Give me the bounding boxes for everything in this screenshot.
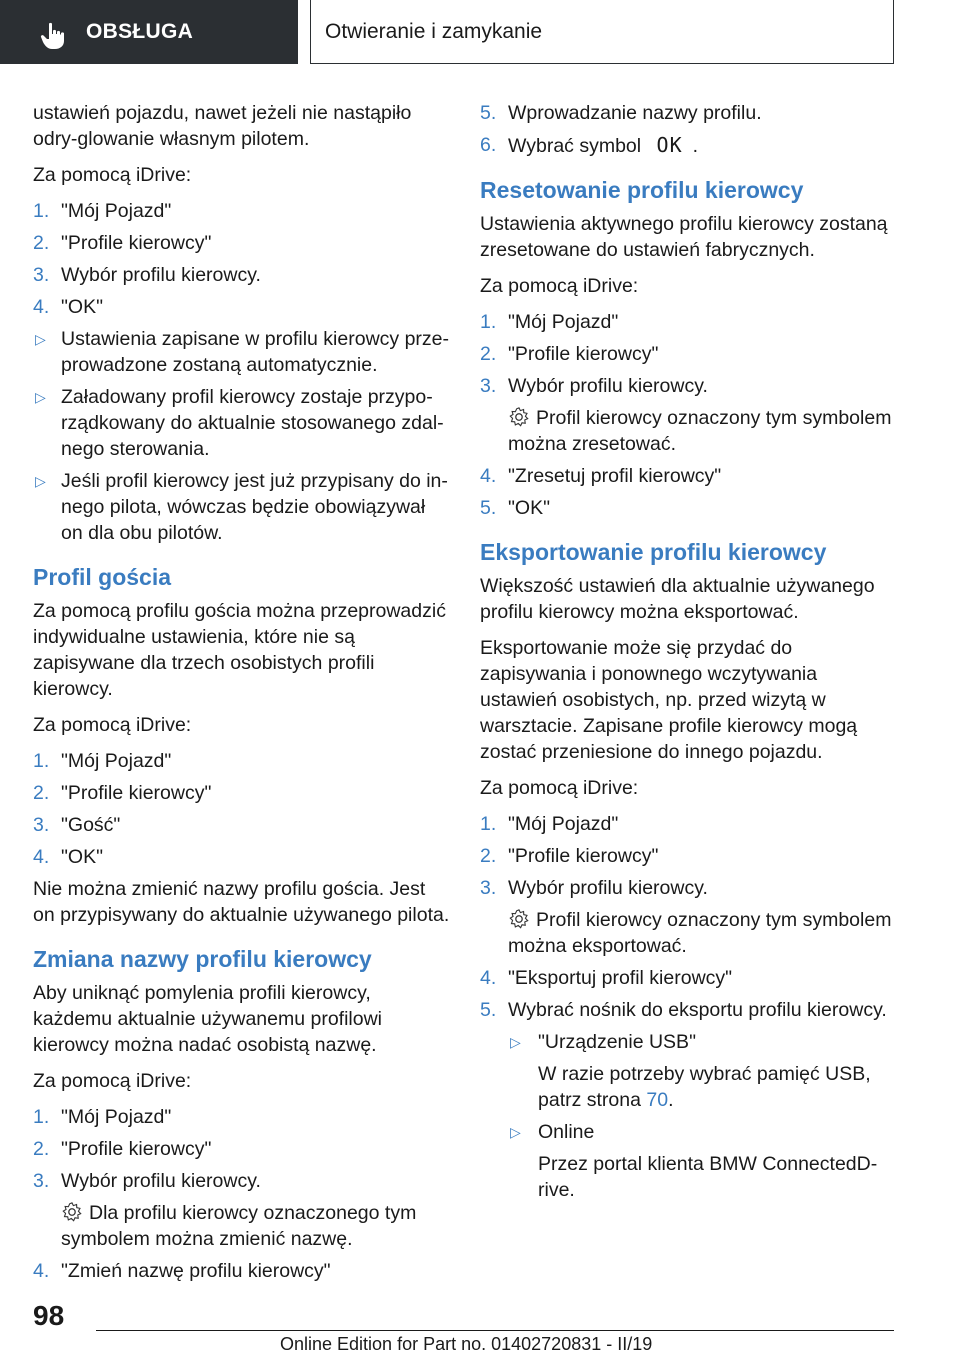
- list-item: 1. "Mój Pojazd": [33, 200, 172, 222]
- list-item: 1. "Mój Pojazd": [480, 311, 619, 333]
- triangle-bullet-icon: ▷: [510, 1034, 521, 1050]
- gear-icon: [508, 406, 530, 428]
- list-item: 1. "Mój Pojazd": [33, 1106, 172, 1128]
- idrive-label: Za pomocą iDrive:: [480, 777, 639, 799]
- list-item: 5. "OK": [480, 497, 551, 519]
- list-item: 4. "Zresetuj profil kierowcy": [480, 465, 722, 487]
- right-column: [480, 100, 898, 1209]
- list-item: 2. "Profile kierowcy": [480, 845, 659, 867]
- reset-note: Profil kierowcy oznaczony tym symbolem można zresetować.: [508, 407, 892, 455]
- reset-paragraph: Ustawienia aktywnego profilu kierowcy zostaną zresetowane do ustawień fabrycznych.: [480, 213, 888, 261]
- guest-paragraph: Za pomocą profilu gościa można przeprowadzić indywidualne ustawienia, które nie są zapisywane dla trzech osobistych profili kierowcy.: [33, 600, 446, 700]
- list-item: 3. Wybór profilu kierowcy.: [33, 264, 261, 286]
- gear-icon: [508, 908, 530, 930]
- bullet-item-online: ▷ Online: [510, 1121, 595, 1143]
- triangle-bullet-icon: ▷: [35, 473, 46, 489]
- guest-note: Nie można zmienić nazwy profilu gościa. Jest on przypisywany do aktualnie używanego pilota.: [33, 878, 450, 926]
- export-note: Profil kierowcy oznaczony tym symbolem można eksportować.: [508, 909, 892, 957]
- rename-note: Dla profilu kierowcy oznaczonego tym symbolem można zmienić nazwę.: [61, 1202, 417, 1250]
- left-column: [33, 100, 451, 1290]
- triangle-bullet-icon: ▷: [510, 1124, 521, 1140]
- heading-export-profile: Eksportowanie profilu kierowcy: [480, 539, 827, 565]
- list-item: 1. "Mój Pojazd": [33, 750, 172, 772]
- list-item: 2. "Profile kierowcy": [33, 782, 212, 804]
- export-paragraph-2: Eksportowanie może się przydać do zapisywania i ponownego wczytywania ustawień osobistych, np. przed wizytą w warsztacie. Zapisane profile kierowcy mogą zostać przeniesione do innego pojazdu.: [480, 637, 858, 763]
- list-item: 6. Wybrać symbol OK .: [480, 133, 699, 157]
- list-item: 5. Wprowadzanie nazwy profilu.: [480, 102, 762, 124]
- usb-note: W razie potrzeby wybrać pamięć USB, patrz strona 70.: [538, 1063, 871, 1111]
- idrive-label: Za pomocą iDrive:: [33, 1070, 192, 1092]
- export-paragraph-1: Większość ustawień dla aktualnie używanego profilu kierowcy można eksportować.: [480, 575, 875, 623]
- list-item: 2. "Profile kierowcy": [33, 1138, 212, 1160]
- bullet-item: ▷ Jeśli profil kierowcy jest już przypisany do in-nego pilota, wówczas będzie obowiązywał on dla obu pilotów.: [35, 470, 448, 544]
- list-item: 1. "Mój Pojazd": [480, 813, 619, 835]
- gear-icon: [61, 1201, 83, 1223]
- list-item: 2. "Profile kierowcy": [33, 232, 212, 254]
- bullet-item: ▷ Ustawienia zapisane w profilu kierowcy prze-prowadzone zostaną automatycznie.: [35, 328, 449, 376]
- heading-reset-profile: Resetowanie profilu kierowcy: [480, 177, 804, 203]
- heading-rename-profile: Zmiana nazwy profilu kierowcy: [33, 946, 372, 972]
- section-tab: [0, 0, 298, 64]
- ok-symbol: OK: [656, 133, 683, 157]
- list-item: 3. Wybór profilu kierowcy.: [480, 375, 708, 397]
- footer-rule: [96, 1330, 894, 1331]
- triangle-bullet-icon: ▷: [35, 331, 46, 347]
- rename-paragraph: Aby uniknąć pomylenia profili kierowcy, każdemu aktualnie używanemu profilowi kierowcy można nadać osobistą nazwę.: [33, 982, 383, 1056]
- list-item: 4. "OK": [33, 296, 104, 318]
- footer-edition: Online Edition for Part no. 01402720831 - II/19: [280, 1334, 653, 1354]
- heading-guest-profile: Profil gościa: [33, 564, 172, 590]
- list-item: 3. "Gość": [33, 814, 121, 836]
- bullet-item: ▷ Załadowany profil kierowcy zostaje przypo-rządkowany do aktualnie stosowanego zdal-nego sterowania.: [35, 386, 444, 460]
- chapter-title: Otwieranie i zamykanie: [325, 20, 543, 43]
- list-item: 5. Wybrać nośnik do eksportu profilu kierowcy.: [480, 999, 887, 1021]
- idrive-label: Za pomocą iDrive:: [33, 714, 192, 736]
- chapter-box: [310, 0, 894, 64]
- idrive-label: Za pomocą iDrive:: [480, 275, 639, 297]
- page-header: [0, 0, 960, 66]
- page-number: 98: [33, 1300, 65, 1331]
- list-item: 4. "Zmień nazwę profilu kierowcy": [33, 1260, 331, 1282]
- intro-paragraph: ustawień pojazdu, nawet jeżeli nie nastąpiło odry-glowanie własnym pilotem.: [33, 102, 412, 150]
- idrive-label: Za pomocą iDrive:: [33, 164, 192, 186]
- online-note: Przez portal klienta BMW ConnectedD-rive.: [538, 1153, 878, 1201]
- list-item: 4. "Eksportuj profil kierowcy": [480, 967, 733, 989]
- hand-icon: [40, 22, 66, 50]
- list-item: 4. "OK": [33, 846, 104, 868]
- page-link[interactable]: 70: [646, 1089, 669, 1111]
- list-item: 3. Wybór profilu kierowcy.: [480, 877, 708, 899]
- bullet-item-usb: ▷ "Urządzenie USB": [510, 1031, 696, 1053]
- triangle-bullet-icon: ▷: [35, 389, 46, 405]
- list-item: 2. "Profile kierowcy": [480, 343, 659, 365]
- section-title: OBSŁUGA: [86, 20, 194, 43]
- list-item: 3. Wybór profilu kierowcy.: [33, 1170, 261, 1192]
